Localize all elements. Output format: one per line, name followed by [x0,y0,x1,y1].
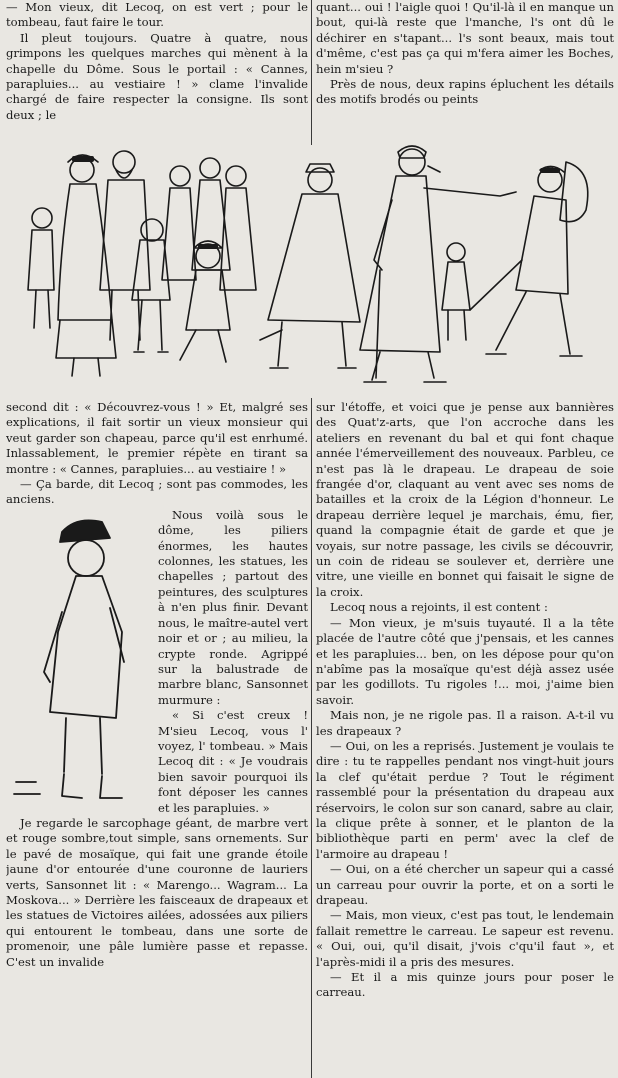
paragraph: sur l'étoffe, et voici que je pense aux bannières des Quat'z-arts, que l'on accroche dans les ateliers en revenant du bal et qui font chaque année l'émerveillement des nouveaux. Parbleu, ce n'est pas là le drapeau. Le drapeau de soie frangée d'or, claquant au vent avec ses noms de batailles et la croix de la Légion d'honneur. Le drapeau derrière lequel je marchais, ému, fier, quand la compagnie était de garde et que je voyais, sur notre passage, les civils se découvrir, un coin de rideau se soulever et, derrière une vitre, une vieille en bonnet qui faisait le signe de la croix. [316,400,614,599]
paragraph: — Mon vieux, je m'suis tuyauté. Il a la tête placée de l'autre côté que j'pensais, et les cannes et les parapluies... ben, on les dépose pour qu'on n'abîme pas la mosaïque qu'est déjà assez usée par les godillots. Tu rigoles !... moi, j'aime bien savoir. [316,615,614,707]
paragraph: — Oui, on a été chercher un sapeur qui a cassé un carreau pour ouvrir la porte, et on a sorti le drapeau. [316,862,614,907]
paragraph: « Si c'est creux ! M'sieu Lecoq, vous l' voyez, l' tombeau. » Mais Lecoq dit : « Je voudrais bien savoir pourquoi ils font déposer les cannes et les parapluies. » [158,708,308,815]
paragraph: Lecoq nous a rejoints, il est content : [330,600,548,615]
paragraph: Nous voilà sous le dôme, les piliers énormes, les hautes colonnes, les statues, les chapelles ; partout des peintures, des sculptures à n'en plus finir. Devant nous, le maître-autel vert noir et or ; au milieu, la crypte ronde. Agrippé sur la balustrade de marbre blanc, Sansonnet murmure : [158,507,308,707]
column-rule-bottom [311,398,312,1078]
column-bottom-left [6,400,308,1078]
paragraph: Mais non, je ne rigole pas. Il a raison. A-t-il vu les drapeaux ? [316,708,614,738]
paragraph: — Oui, on les a reprisés. Justement je voulais te dire : tu te rappelles pendant nos vingt-huit jours la clef qu'était perdue ? Tout le régiment rassemblé pour la présentation du drapeau aux réservoirs, le colon sur son canard, sabre au clair, la clique prête à sonner, et le planton de la bibliothèque parti en perm' avec la clef de l'armoire au drapeau ! [316,738,614,861]
paragraph: Près de nous, deux rapins épluchent les détails des motifs brodés ou peints [316,77,614,107]
paragraph: — Mais, mon vieux, c'est pas tout, le lendemain fallait remettre le carreau. Le sapeur est revenu. « Oui, oui, qu'il disait, j'vois c'qu'il faut », et l'après-midi il a pris des mesures. [316,908,614,969]
column-top-left [6,0,308,140]
paragraph: quant... oui ! l'aigle quoi ! Qu'il-là il en manque un bout, qui-là reste que l'manche, l's ont dû le déchirer en s'tapant... l's sont beaux, mais tout d'même, c'est pas ça qui m'fera aimer les Boches, hein m'sieu ? [316,0,614,76]
paragraph: — Mon vieux, dit Lecoq, on est vert ; pour le tombeau, faut faire le tour. [6,0,308,30]
paragraph: Il pleut toujours. Quatre à quatre, nous grimpons les quelques marches qui mènent à la chapelle du Dôme. Sous le portail : « Cannes, parapluies... au vestiaire ! » clame l'invalide chargé de faire respecter la consigne. Ils sont deux ; le [6,30,308,122]
column-rule-top [311,0,312,145]
paragraph: — Ça barde, dit Lecoq ; sont pas commodes, les anciens. [6,477,308,507]
paragraph: second dit : « Découvrez-vous ! » Et, malgré ses explications, il fait sortir un vieux monsieur qui veut garder son chapeau, parce qu'il est enrhumé. Inlassablement, le premier répète en tirant sa montre : « Cannes, parapluies... au vestiaire ! » [6,400,308,476]
column-bottom-right [316,400,614,1078]
column-top-right [316,0,614,140]
paragraph: — Et il a mis quinze jours pour poser le carreau. [316,970,614,1000]
paragraph: Je regarde le sarcophage géant, de marbre vert et rouge sombre,tout simple, sans ornements. Sur le pavé de mosaïque, qui fait une grande étoile jaune d'or entourée d'une couronne de lauriers verts, Sansonnet lit : « Marengo... Wagram... La Moskova... » Derrière les faisceaux de drapeaux et les statues de Victoires ailées, adossées aux piliers qui entourent le tombeau, dans une sorte de promenoir, une pâle lumière passe et repasse. C'est un invalide [6,815,308,969]
boy-illustration [6,512,152,812]
crowd-illustration [20,140,610,398]
